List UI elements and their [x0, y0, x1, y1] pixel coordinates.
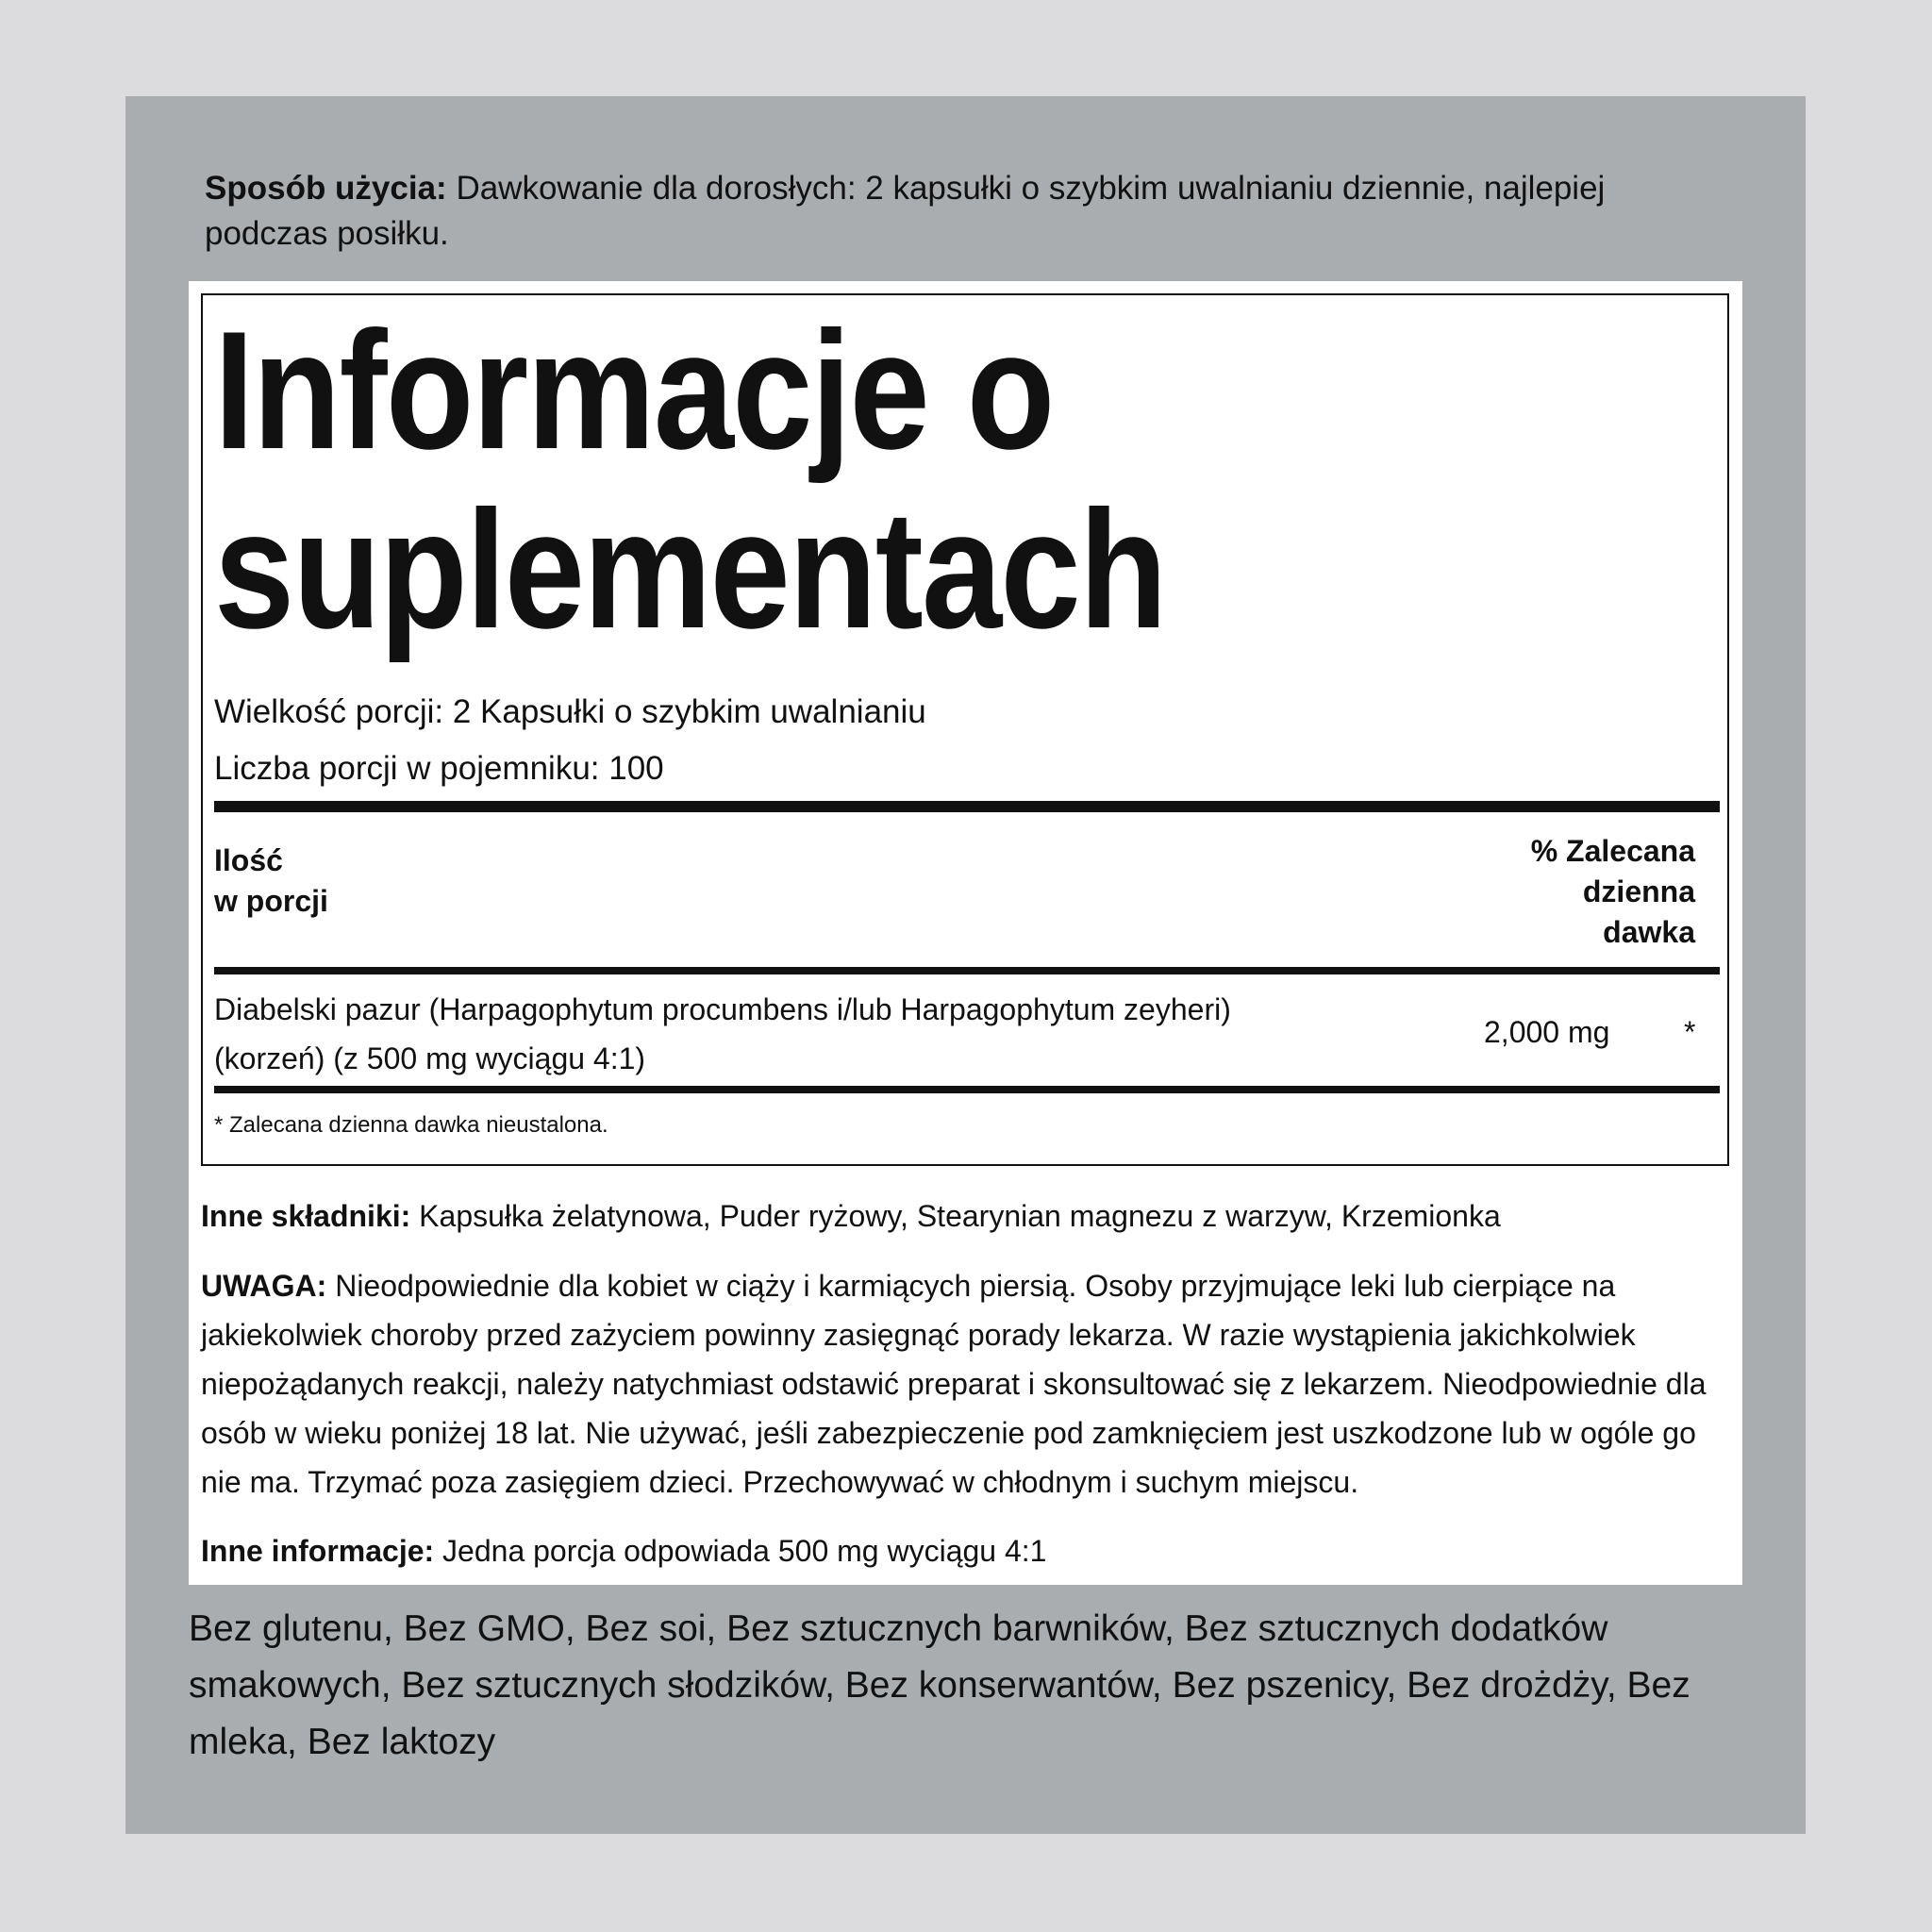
amount-per-serving-header	[214, 841, 328, 922]
facts-title	[214, 296, 1504, 663]
other-info-label: Inne informacje:	[201, 1534, 435, 1568]
header-right-line2: dzienna	[1582, 874, 1695, 908]
warning	[201, 1261, 1729, 1507]
free-from-claims: Bez glutenu, Bez GMO, Bez soi, Bez sztucznych barwników, Bez sztucznych dodatków smakowych, Bez sztucznych słodzików, Bez konserwantów, Bez pszenicy, Bez drożdży, Bez mleka, Bez laktozy	[189, 1608, 1690, 1762]
ingredient-name	[214, 985, 1252, 1083]
warning-label: UWAGA:	[201, 1269, 327, 1303]
ingredient-amount: 2,000 mg	[1484, 1015, 1610, 1049]
directions-text	[205, 166, 1733, 257]
header-right-line3: dawka	[1603, 915, 1695, 949]
header-right-line1: % Zalecana	[1530, 834, 1695, 868]
other-ingredients-text: Kapsułka żelatynowa, Puder ryżowy, Stearynian magnezu z warzyw, Krzemionka	[410, 1199, 1501, 1233]
facts-title-line2: suplementach	[214, 475, 1166, 663]
other-info-text: Jedna porcja odpowiada 500 mg wyciągu 4:1	[434, 1534, 1047, 1568]
servings-per-container: Liczba porcji w pojemniku: 100	[214, 750, 664, 787]
other-ingredients-label: Inne składniki:	[201, 1199, 411, 1233]
serving-size: Wielkość porcji: 2 Kapsułki o szybkim uwalnianiu	[214, 693, 926, 730]
ingredient-daily-value: *	[1684, 1015, 1696, 1049]
directions-body: Dawkowanie dla dorosłych: 2 kapsułki o szybkim uwalnianiu dziennie, najlepiej podczas posiłku.	[205, 170, 1606, 252]
header-left-line2: w porcji	[214, 884, 328, 918]
ingredient-line1: Diabelski pazur (Harpagophytum procumbens i/lub Harpagophytum zeyheri)	[214, 992, 1231, 1026]
other-ingredients	[201, 1191, 1729, 1241]
divider-bottom	[214, 1086, 1720, 1093]
daily-value-header	[1531, 831, 1695, 953]
directions-label: Sposób użycia:	[205, 170, 447, 207]
divider-thick	[214, 801, 1720, 812]
header-left-line1: Ilość	[214, 843, 283, 877]
divider-medium	[214, 967, 1720, 974]
warning-text: Nieodpowiednie dla kobiet w ciąży i karmiących piersią. Osoby przyjmujące leki lub cierpiące na jakiekolwiek choroby przed zażyciem powinny zasięgnąć porady lekarza. W razie wystąpienia jakichkolwiek niepożądanych reakcji, należy natychmiast odstawić preparat i skonsultować się z lekarzem. Nieodpowiednie dla osób w wieku poniżej 18 lat. Nie używać, jeśli zabezpieczenie pod zamknięciem jest uszkodzone lub w ogóle go nie ma. Trzymać poza zasięgiem dzieci. Przechowywać w chłodnym i suchym miejscu.	[201, 1269, 1707, 1499]
serving-info	[214, 684, 926, 797]
ingredient-line2: (korzeń) (z 500 mg wyciągu 4:1)	[214, 1041, 646, 1075]
other-info	[201, 1526, 1729, 1575]
footnote: * Zalecana dzienna dawka nieustalona.	[214, 1112, 608, 1138]
facts-title-line1: Informacje o	[214, 296, 1054, 484]
supplement-facts-box	[201, 293, 1729, 1166]
